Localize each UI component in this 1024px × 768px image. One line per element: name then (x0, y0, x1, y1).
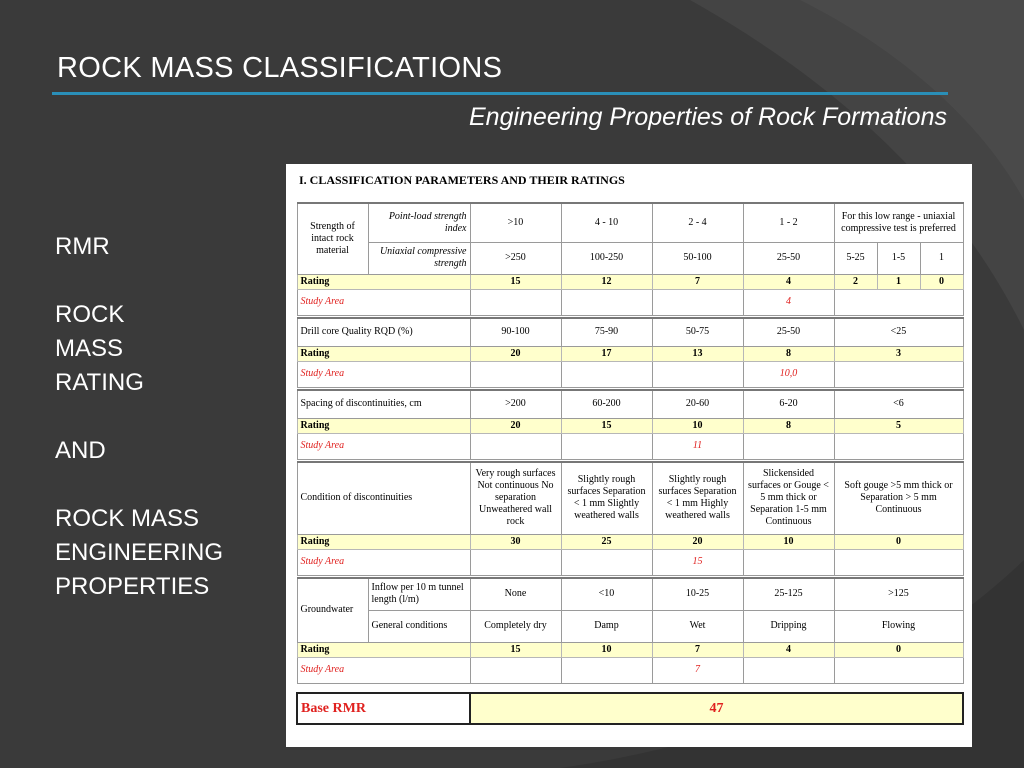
side-line: ENGINEERING (55, 539, 224, 566)
rating-cell: 2 (834, 274, 877, 289)
table-cell: Completely dry (470, 610, 561, 642)
table-cell: 1-5 (877, 242, 920, 274)
table-cell: >125 (834, 578, 963, 610)
table-cell: 75-90 (561, 318, 652, 346)
table-cell: 25-50 (743, 318, 834, 346)
ucs-label: Uniaxial compressive strength (368, 242, 470, 274)
rating-cell: 12 (561, 274, 652, 289)
rating-cell: 0 (834, 642, 963, 657)
side-line: AND (55, 437, 106, 464)
table-cell: Soft gouge >5 mm thick or Separation > 5 mm Continuous (834, 462, 963, 534)
rating-cell: 15 (561, 418, 652, 433)
table-cell: 25-50 (743, 242, 834, 274)
table-cell: 50-75 (652, 318, 743, 346)
table-cell: 20-60 (652, 390, 743, 418)
study-area-value: 4 (743, 289, 834, 315)
study-area-label: Study Area (297, 289, 470, 315)
rating-cell: 13 (652, 346, 743, 361)
table-cell: 2 - 4 (652, 203, 743, 242)
rating-label: Rating (297, 534, 470, 549)
rating-cell: 30 (470, 534, 561, 549)
rating-cell: 7 (652, 642, 743, 657)
study-area-label: Study Area (297, 657, 470, 683)
rating-cell: 4 (743, 642, 834, 657)
condition-label: Condition of discontinuities (297, 462, 470, 534)
study-area-label: Study Area (297, 361, 470, 387)
table-cell: <10 (561, 578, 652, 610)
rating-cell: 20 (652, 534, 743, 549)
groundwater-label: Groundwater (297, 578, 368, 642)
rating-cell: 20 (470, 418, 561, 433)
rating-cell: 3 (834, 346, 963, 361)
table-cell: 60-200 (561, 390, 652, 418)
rating-cell: 7 (652, 274, 743, 289)
side-line (55, 264, 285, 298)
rating-cell: 15 (470, 274, 561, 289)
table-cell: 1 (920, 242, 963, 274)
table-cell: Damp (561, 610, 652, 642)
spacing-label: Spacing of discontinuities, cm (297, 390, 470, 418)
point-load-label: Point-load strength index (368, 203, 470, 242)
side-line: RATING (55, 369, 144, 396)
slide-subtitle: Engineering Properties of Rock Formations (468, 103, 947, 131)
table-cell: Dripping (743, 610, 834, 642)
table-cell: 100-250 (561, 242, 652, 274)
table-cell: 90-100 (470, 318, 561, 346)
side-line: ROCK (55, 301, 125, 328)
table-cell: For this low range - uniaxial compressive test is preferred (834, 203, 963, 242)
table-cell: <25 (834, 318, 963, 346)
study-area-label: Study Area (297, 433, 470, 459)
rating-label: Rating (297, 346, 470, 361)
rating-label: Rating (297, 642, 470, 657)
table-cell: 1 - 2 (743, 203, 834, 242)
rating-cell: 25 (561, 534, 652, 549)
table-cell: 25-125 (743, 578, 834, 610)
rating-cell: 10 (561, 642, 652, 657)
rating-cell: 4 (743, 274, 834, 289)
strength-label: Strength of intact rock material (297, 203, 368, 274)
rating-cell: 17 (561, 346, 652, 361)
rating-cell: 0 (920, 274, 963, 289)
table-cell: >250 (470, 242, 561, 274)
table-cell: 5-25 (834, 242, 877, 274)
title-underline (52, 92, 948, 95)
rating-cell: 10 (652, 418, 743, 433)
side-text (55, 230, 285, 604)
study-area-value: 10,0 (743, 361, 834, 387)
table-cell: Wet (652, 610, 743, 642)
table-cell: 6-20 (743, 390, 834, 418)
base-rmr-value: 47 (470, 693, 963, 724)
study-area-value: 11 (652, 433, 743, 459)
study-area-label: Study Area (297, 549, 470, 575)
table-cell: >10 (470, 203, 561, 242)
table-cell: Flowing (834, 610, 963, 642)
table-cell: >200 (470, 390, 561, 418)
table-cell: 4 - 10 (561, 203, 652, 242)
table-heading: I. CLASSIFICATION PARAMETERS AND THEIR RATINGS (299, 173, 625, 187)
rating-cell: 10 (743, 534, 834, 549)
side-line: RMR (55, 233, 110, 260)
side-line (55, 400, 285, 434)
rmr-table-image (286, 164, 972, 747)
inflow-label: Inflow per 10 m tunnel length (l/m) (368, 578, 470, 610)
table-cell: Slickensided surfaces or Gouge < 5 mm thick or Separation 1-5 mm Continuous (743, 462, 834, 534)
side-line: ROCK MASS (55, 505, 200, 532)
rating-cell: 1 (877, 274, 920, 289)
rating-cell: 15 (470, 642, 561, 657)
rqd-label: Drill core Quality RQD (%) (297, 318, 470, 346)
rating-cell: 8 (743, 346, 834, 361)
table-cell: Slightly rough surfaces Separation < 1 mm Highly weathered walls (652, 462, 743, 534)
base-rmr-label: Base RMR (297, 693, 470, 724)
rating-label: Rating (297, 418, 470, 433)
table-cell: 50-100 (652, 242, 743, 274)
side-line: MASS (55, 335, 124, 362)
table-cell: Very rough surfaces Not continuous No separation Unweathered wall rock (470, 462, 561, 534)
table-cell: <6 (834, 390, 963, 418)
side-line: PROPERTIES (55, 573, 210, 600)
rating-cell: 20 (470, 346, 561, 361)
side-line (55, 468, 285, 502)
table-cell: Slightly rough surfaces Separation < 1 mm Slightly weathered walls (561, 462, 652, 534)
slide-title: ROCK MASS CLASSIFICATIONS (57, 52, 503, 84)
rating-cell: 8 (743, 418, 834, 433)
general-conditions-label: General conditions (368, 610, 470, 642)
rating-cell: 0 (834, 534, 963, 549)
table-cell: None (470, 578, 561, 610)
classification-table (296, 202, 964, 725)
rating-cell: 5 (834, 418, 963, 433)
study-area-value: 15 (652, 549, 743, 575)
rating-label: Rating (297, 274, 470, 289)
study-area-value: 7 (652, 657, 743, 683)
table-cell: 10-25 (652, 578, 743, 610)
